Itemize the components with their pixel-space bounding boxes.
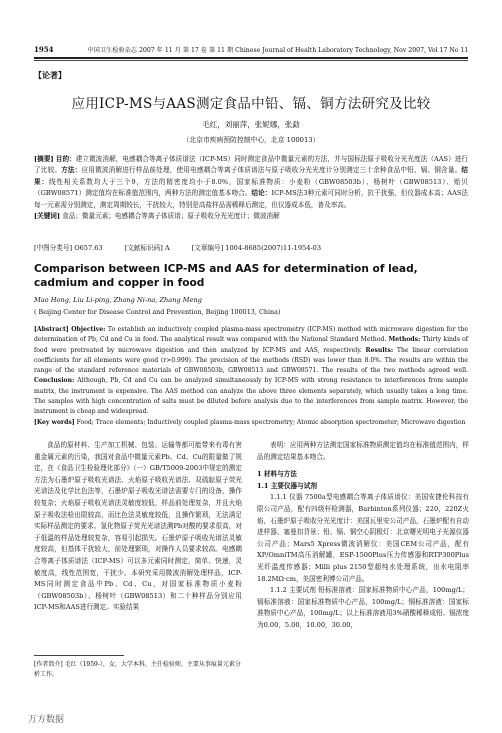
objective-en-text: To establish an inductively coupled plasma-mass spectrometry (ICP-MS) method with microwave digestion for the determination of Pb, Cd and Cu in food. The analytical result was compared with the National Standard Method.: [34, 326, 468, 344]
reagents-paragraph: 1.1.2 主要试剂 铅标准溶液：国家标准物质中心产品，100mg/L；镉标准溶液：国家标准物质中心产品，100mg/L；铜标准溶液：国家标准物质中心产品，100mg/L；以上标准溶液用3%硝酸稀释成铅、镉浓度为0.00，5.00，10.00，30.00，: [257, 586, 469, 629]
header-rule-thin: [34, 60, 468, 61]
method-label: 方法：: [61, 166, 82, 175]
keywords-label: [关键词]: [34, 212, 61, 221]
objective-text: 建立微波消解，电感耦合等离子体质谱法（ICP-MS）同时测定食品中微量元素的方法，并与国标法原子吸收分光光度法（AAS）进行了比较。: [34, 155, 468, 175]
running-header: [34, 42, 468, 56]
method-text: 应用微波消解进行样品前处理，使用电感耦合等离子体质谱法与原子吸收分光光度计分别测定三十余种食品中铅、镉、铜含量。: [81, 166, 462, 175]
abstract-chinese: [34, 154, 468, 222]
body-left-column: [34, 440, 242, 614]
title-english: Comparison between ICP-MS and AAS for determination of lead, cadmium and copper in food: [34, 263, 418, 289]
page-number: 1954: [34, 44, 54, 54]
intro-paragraph: 食品的原材料、生产加工机械、包装、运输等都可能带来有毒有害重金属元素的污染，我国对食品中微量元素Pb、Cd、Cu的限量做了规定，在《食品卫生检验理化部分》（一）GB/T5009-2003中规定的测定方法为石墨炉原子吸收光谱法、火焰原子吸收光谱法、双硫腙原子荧光光谱法及化学比色法等，石墨炉原子吸收光谱法需要专门的设备，操作较复杂；火焰原子吸收光谱法灵敏度较低，样品前处理复杂，并且火焰原子吸收法检出限较高，而比色法灵敏度较低，且操作繁琐，无法满足实际样品测定的要求。氢化物原子荧光光谱法测Pb对酸的要求很高，对于低温的样品处理较复杂，容易引起损失。石墨炉原子吸收光谱法灵敏度较高，但基体干扰较大，前处理繁琐，对操作人员要求较高。电感耦合等离子体质谱法（ICP-MS）可以多元素同时测定，简单、快速，灵敏度高，线性范围宽，干扰少。本研究采用微波消解处理样品，ICP-MS同时测定食品中Pb、Cd、Cu，对国家标准物质小麦粉（GBW08503b）、杨树叶（GBW08513）和二十种样品分别应用ICP-MS和AAS进行测定。实验结果: [34, 441, 242, 612]
method-en-text: Thirty kinds of food were pretreated by microwave digestion and then analyzed by ICP-MS and AAS, respectively.: [34, 336, 469, 354]
clc-number: [中图分类号] O657.63: [34, 244, 103, 252]
authors-english: Mao Hong, Liu Li-ping, Zhang Ni-na, Zhang Meng: [34, 296, 202, 304]
keywords-en-text: Food; Trace elements; Inductively coupled plasma-mass spectrometry; Atomic absorption spectrometer; Microwave digestion: [76, 418, 466, 426]
section-heading: 1 材料与方法: [257, 470, 297, 479]
affiliation-chinese: （北京市疾病预防控制中心，北京 100013）: [182, 136, 320, 144]
result-label: 结果：: [34, 166, 469, 186]
body-right-column: [257, 440, 469, 632]
article-number: [文章编号] 1004-8685(2007)11-1954-03: [191, 244, 322, 252]
author-footnote: [作者简介] 毛红（1959-），女，大学本科，主任检验师，主要从事痕量元素分析工作。: [34, 661, 241, 678]
abstract-en-label: [Abstract]: [34, 326, 69, 333]
objective-label: 目的：: [55, 155, 76, 163]
affiliation-english: ( Beijing Center for Disease Control and Prevention, Beijing 100013, China): [34, 308, 281, 316]
abstract-english: [34, 325, 468, 428]
intro-paragraph-cont: 表明：应用两种方法测定国家标准物质测定值均在标准值范围内，样品的测定结果基本吻合。: [257, 441, 469, 461]
subsection-heading: 1.1 主要仪器与试剂: [257, 481, 317, 490]
document-code: [文献标识码] A: [124, 244, 170, 252]
journal-citation: 中国卫生检验杂志 2007 年 11 月 第 17 卷 第 11 期 Chinese Journal of Health Laboratory Technology, Nov 2007, Vol 17 No 11: [87, 46, 469, 54]
section-tag: 【论著】: [34, 70, 66, 80]
conclusion-en-label: Conclusion:: [34, 377, 75, 385]
classification-ids: [34, 242, 468, 252]
method-en-label: Methods:: [388, 336, 421, 344]
conclusion-label: 结论：: [251, 189, 272, 198]
keywords-text: 食品；微量元素；电感耦合等离子体质谱；原子吸收分光光度计；微波消解: [62, 212, 280, 221]
watermark: 万方数据: [28, 715, 65, 725]
abstract-label: [摘要]: [34, 155, 54, 163]
title-chinese: 应用ICP-MS与AAS测定食品中铅、镉、铜方法研究及比较: [71, 96, 431, 112]
conclusion-en-text: Although, Pb, Cd and Cu can be analyzed simultaneously by ICP-MS with strong resistance to interferences from sample matrix, the instrument is expensive. The AAS method can analyze the above three elements separately, which usually takes a long time. The samples with high concentration of salts must be diluted before analysis due to the interferences from sample matrix. However, the instrument is cheap and widespread.: [34, 377, 469, 416]
keywords-en-label: [Key words]: [34, 418, 75, 426]
result-en-label: Results:: [365, 346, 394, 354]
objective-en-label: Objective:: [71, 326, 106, 333]
footnote-rule: [34, 655, 124, 656]
authors-chinese: 毛红，刘丽萍，张妮娜，张勐: [202, 120, 300, 129]
conclusion-text: ICP-MS法3种元素可同时分析，抗干扰强，但仪器成本高；AAS法每一元素需分别测定，测定周期较长，干扰较大，特别是高盐样品需稀释后测定，但仪器成本低，普及率高。: [34, 189, 469, 209]
instruments-paragraph: 1.1.1 仪器 7500a型电感耦合等离子体质谱仪：美国安捷伦科技有限公司产品，配有四级杆检测器，Barbinton系列仪器；220，220Z火焰，石墨炉原子吸收分光光度计：美国瓦里安公司产品，石墨炉配有自动进样器、塞曼扣背景；铅、镉、铜空心阴极灯：北京曙光明电子光源仪器公司产品；Mars5 Xpress微波消解仪：美国CEM公司产品，配有XP/OmniTM高压消解罐，ESP-1500Plus压力传感器和RTP300Plus光纤温度传感器；Milli plus 2150型超纯水处理系统，出水电阻率18.2MΩ·cm，美国密利博公司产品。: [257, 493, 469, 583]
result-text: 线性相关系数均大于三个9，方法的精密度均小于8.0%，国家标准物质：小麦粉（GBW08503b）、杨树叶（GBW08513）、贻贝（GBW08571）测定值均在标准值范围内，两种方法的测定值基本吻合。: [34, 177, 468, 198]
header-rule: [34, 57, 468, 59]
result-en-text: The linear correlation coefficients for all elements were good (r>0.999). The precision of the methods (RSD) was lower than 8.0%. The results are within the range of the standard reference materials of GBW08503b, GBW08513 and GBW08571. The results of the two methods agreed well.: [34, 346, 468, 375]
